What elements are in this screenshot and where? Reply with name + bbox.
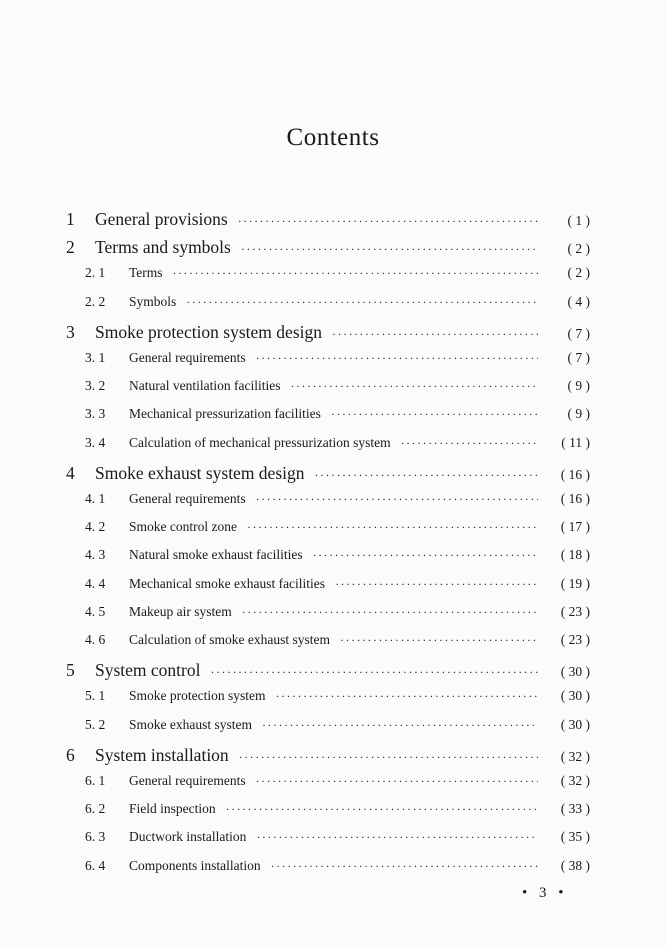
toc-section-row[interactable] — [66, 294, 590, 310]
toc-entry-page: ( 9 ) — [567, 406, 590, 422]
toc-entry-page: ( 11 ) — [561, 434, 590, 450]
toc-entry-page: ( 7 ) — [567, 350, 590, 365]
toc-entry-number: 3. 4 — [85, 434, 106, 450]
toc-entry-number: 3. 3 — [85, 406, 106, 422]
toc-entry-number: 2 — [66, 237, 75, 258]
toc-dot-leader — [315, 468, 539, 483]
toc-entry-number: 4 — [66, 462, 75, 483]
toc-entry-number: 6. 4 — [85, 857, 106, 873]
toc-dot-leader — [275, 689, 538, 704]
toc-dot-leader — [262, 718, 538, 733]
toc-entry-label: System control — [95, 660, 201, 681]
toc-dot-leader — [239, 750, 538, 765]
toc-entry-number: 6. 2 — [85, 801, 106, 817]
toc-dot-leader — [256, 774, 538, 789]
page-title: Contents — [286, 124, 380, 151]
toc-entry-number: 5. 1 — [85, 688, 106, 704]
toc-entry-label: Smoke control zone — [129, 519, 237, 535]
toc-entry-label: Smoke protection system design — [95, 321, 322, 342]
toc-dot-leader — [340, 633, 538, 648]
toc-entry-page: ( 7 ) — [567, 325, 590, 341]
toc-section-row[interactable] — [66, 519, 590, 535]
page-number: • 3 • — [522, 885, 568, 901]
toc-section-row[interactable] — [66, 773, 590, 789]
toc-section-row[interactable] — [66, 717, 590, 733]
toc-dot-leader — [186, 295, 538, 310]
toc-section-row[interactable] — [66, 688, 590, 704]
toc-entry-label: Field inspection — [129, 801, 216, 817]
toc-chapter-row[interactable] — [66, 745, 590, 766]
toc-dot-leader — [242, 605, 538, 620]
toc-dot-leader — [210, 665, 538, 680]
toc-dot-leader — [238, 214, 538, 229]
toc-entry-page: ( 30 ) — [560, 716, 590, 732]
toc-section-row[interactable] — [66, 801, 590, 817]
toc-entry-label: Ductwork installation — [129, 829, 247, 845]
toc-entry-label: Makeup air system — [129, 603, 232, 619]
toc-section-row[interactable] — [66, 604, 590, 620]
toc-entry-page: ( 16 ) — [560, 466, 590, 482]
toc-section-row[interactable] — [66, 265, 590, 281]
toc-entry-number: 3. 1 — [85, 350, 106, 365]
toc-entry-page: ( 2 ) — [567, 241, 590, 257]
toc-entry-number: 4. 2 — [85, 519, 106, 535]
toc-entry-number: 6. 3 — [85, 829, 106, 845]
toc-dot-leader — [256, 351, 538, 366]
toc-section-row[interactable] — [66, 491, 590, 507]
toc-entry-label: General requirements — [129, 491, 246, 506]
toc-entry-number: 4. 6 — [85, 632, 106, 647]
toc-chapter-row[interactable] — [66, 463, 590, 484]
toc-dot-leader — [331, 407, 538, 422]
toc-entry-page: ( 23 ) — [560, 632, 590, 647]
toc-entry-label: Smoke protection system — [129, 688, 266, 704]
toc-dot-leader — [247, 520, 538, 535]
toc-chapter-row[interactable] — [66, 209, 590, 230]
toc-entry-page: ( 32 ) — [560, 773, 590, 788]
toc-entry-label: General requirements — [129, 773, 246, 788]
toc-entry-label: Terms — [129, 265, 163, 281]
toc-dot-leader — [401, 436, 538, 451]
toc-entry-number: 5. 2 — [85, 716, 106, 732]
toc-entry-number: 3 — [66, 321, 75, 342]
toc-chapter-row[interactable] — [66, 660, 590, 681]
toc-entry-label: Mechanical smoke exhaust facilities — [129, 575, 326, 591]
toc-entry-number: 5 — [66, 660, 75, 681]
toc-chapter-row[interactable] — [66, 237, 590, 258]
toc-entry-label: Components installation — [129, 857, 261, 873]
toc-entry-page: ( 16 ) — [560, 491, 590, 506]
toc-entry-number: 4. 5 — [85, 603, 106, 619]
toc-entry-page: ( 1 ) — [567, 213, 590, 228]
toc-entry-label: Smoke exhaust system — [129, 716, 252, 732]
toc-entry-label: General provisions — [95, 209, 228, 229]
toc-chapter-row[interactable] — [66, 322, 590, 343]
toc-entry-number: 4. 4 — [85, 575, 106, 591]
toc-dot-leader — [290, 379, 538, 394]
toc-dot-leader — [173, 266, 538, 281]
toc-dot-leader — [241, 242, 538, 257]
toc-entry-page: ( 35 ) — [560, 829, 590, 845]
toc-entry-page: ( 2 ) — [567, 265, 590, 281]
toc-entry-label: Calculation of smoke exhaust system — [129, 632, 330, 647]
toc-entry-number: 4. 1 — [85, 491, 106, 506]
toc-entry-label: General requirements — [129, 350, 246, 365]
toc-entry-label: Calculation of mechanical pressurization system — [129, 434, 391, 450]
toc-section-row[interactable] — [66, 350, 590, 366]
toc-dot-leader — [256, 492, 538, 507]
toc-entry-number: 2. 2 — [85, 293, 106, 309]
toc-section-row[interactable] — [66, 378, 590, 394]
toc-dot-leader — [313, 548, 538, 563]
toc-entry-number: 2. 1 — [85, 265, 106, 281]
toc-entry-page: ( 33 ) — [560, 801, 590, 817]
toc-entry-page: ( 32 ) — [560, 748, 590, 764]
toc-entry-page: ( 19 ) — [560, 575, 590, 591]
toc-entry-page: ( 18 ) — [560, 547, 590, 563]
toc-section-row[interactable] — [66, 576, 590, 592]
toc-entry-label: Natural ventilation facilities — [129, 378, 281, 394]
toc-dot-leader — [335, 577, 538, 592]
toc-entry-label: Symbols — [129, 293, 177, 309]
toc-section-row[interactable] — [66, 632, 590, 648]
toc-entry-page: ( 30 ) — [560, 688, 590, 704]
toc-entry-number: 3. 2 — [85, 378, 106, 394]
toc-section-row[interactable] — [66, 829, 590, 845]
toc-dot-leader — [271, 859, 538, 874]
toc-entry-label: System installation — [95, 744, 229, 765]
toc-entry-number: 6 — [66, 744, 75, 765]
toc-entry-page: ( 17 ) — [560, 519, 590, 535]
toc-dot-leader — [332, 327, 538, 342]
toc-entry-label: Smoke exhaust system design — [95, 462, 305, 483]
toc-entry-number: 6. 1 — [85, 773, 106, 788]
toc-section-row[interactable] — [66, 858, 590, 874]
toc-section-row[interactable] — [66, 435, 590, 451]
toc-dot-leader — [226, 802, 538, 817]
toc-entry-page: ( 23 ) — [560, 603, 590, 619]
toc-entry-label: Natural smoke exhaust facilities — [129, 547, 303, 563]
toc-entry-number: 1 — [66, 209, 75, 229]
toc-section-row[interactable] — [66, 547, 590, 563]
toc-section-row[interactable] — [66, 406, 590, 422]
toc-entry-number: 4. 3 — [85, 547, 106, 563]
toc-entry-label: Terms and symbols — [95, 237, 231, 258]
toc-entry-label: Mechanical pressurization facilities — [129, 406, 321, 422]
toc-dot-leader — [256, 830, 538, 845]
toc-entry-page: ( 30 ) — [560, 664, 590, 680]
toc-entry-page: ( 9 ) — [567, 378, 590, 394]
toc-entry-page: ( 4 ) — [567, 293, 590, 309]
toc-entry-page: ( 38 ) — [560, 857, 590, 873]
